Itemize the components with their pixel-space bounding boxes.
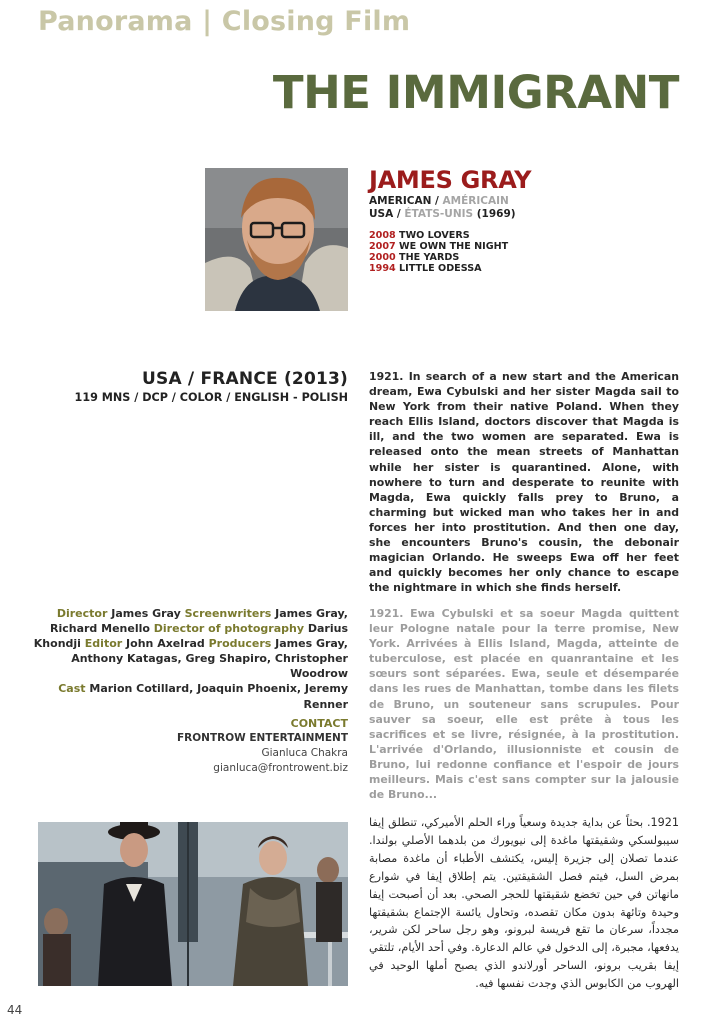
credit-names: Darius Khondji (33, 622, 348, 651)
contact-person: Gianluca Chakra (261, 747, 348, 759)
contact-block (177, 716, 348, 776)
credit-role: Screenwriters (184, 607, 272, 620)
nationality-fr: AMÉRICAIN (442, 195, 509, 207)
country-en: USA (369, 208, 394, 220)
film-title-entry: WE OWN THE NIGHT (399, 241, 509, 252)
nationality-en: AMERICAN (369, 195, 432, 207)
country-fr: ÉTATS-UNIS (404, 208, 474, 220)
contact-heading: CONTACT (290, 717, 348, 730)
film-title: THE IMMIGRANT (272, 66, 679, 119)
credit-role: Director (56, 607, 108, 620)
filmography-item (369, 252, 508, 263)
page-number: 44 (7, 1003, 23, 1017)
production-country-year: USA / FRANCE (2013) (142, 369, 348, 389)
credit-names: James Gray, Richard Menello (49, 607, 348, 636)
credit-role: Cast (58, 682, 86, 696)
credits-block (26, 606, 348, 712)
film-title-entry: THE YARDS (399, 252, 460, 263)
film-still (38, 822, 348, 986)
synopsis-english: 1921. In search of a new start and the American dream, Ewa Cybulski and her sister Magda sail to New York from their native Poland. When they reach Ellis Island, doctors discover that Magda is ill, and the two women are separated. Ewa is released onto the mean streets of Manhattan while her sister is quarantined. Alone, with nowhere to turn and desperate to reunite with Magda, Ewa quickly falls prey to Bruno, a charming but wicked man who takes her in and forces her into prostitution. And then one day, she encounters Bruno's cousin, the debonair magician Orlando. He sweeps Ewa off her feet and quickly becomes her only chance to escape the nightmare in which she finds herself. (369, 370, 679, 595)
film-title-entry: TWO LOVERS (399, 230, 470, 241)
credit-names: Marion Cotillard, Joaquin Phoenix, Jeremy Renner (89, 682, 348, 711)
contact-email[interactable]: gianluca@frontrowent.biz (213, 762, 348, 774)
filmography-item (369, 263, 508, 274)
synopsis-french: 1921. Ewa Cybulski et sa soeur Magda quittent leur Pologne natale pour la terre promise, New York. Arrivées à Ellis Island, Magda, atteinte de tuberculose, est placée en quanrantaine et les sœurs sont séparées. Ewa, seule et désemparée dans les rues de Manhattan, tombe dans les filets de Bruno, un souteneur sans scrupules. Pour sauver sa soeur, elle est prête à tous les sacrifices et se livre, résignée, à la prostitution. L'arrivée d'Orlando, illusionniste et cousin de Bruno, lui redonne confiance et l'espoir de jours meilleurs. Mais c'est sans compter sur la jalousie de Bruno... (369, 607, 679, 802)
country-separator: / (393, 208, 405, 220)
credit-role: Producers (208, 637, 272, 651)
film-year: 2008 (369, 230, 396, 241)
credit-names: James Gray (111, 607, 181, 620)
filmography (369, 230, 508, 274)
filmography-item (369, 241, 508, 252)
director-name: JAMES GRAY (369, 166, 532, 194)
synopsis-arabic: 1921. بحثاً عن بداية جديدة وسعياً وراء الحلم الأميركي، تنطلق إيفا سيبولسكي وشقيقتها ماغدة إلى نيويورك من بلدهما الأصلي بولندا. عندما تصلان إلى جزيرة إليس، يكتشف الأطباء أن ماغدة مصابة بمرض السل، فيتم فصل الشقيقتين. يتم إطلاق إيفا في شوارع مانهاتن في حين تخضع شقيقتها للحجر الصحي. بعد أن أصبحت إيفا وحيدة وتائهة بدون مكان تقصده، وتحاول يائسة الإجتماع بشقيقتها مجدداً، سرعان ما تقع فريسة لبرونو، وهو رجل ساحر لكن شرير، يدفعها، مجبرة، إلى الدخول في عالم الدعارة. وفي أحد الأيام، تلتقي إيفا بقريب برونو، الساحر أورلاندو الذي يصبح أملها الوحيد في الهروب من الكابوس الذي وجدت نفسها فيه. (369, 816, 679, 991)
director-country (369, 208, 516, 220)
technical-specs: 119 MNS / DCP / COLOR / ENGLISH - POLISH (74, 391, 348, 404)
film-year: 1994 (369, 263, 396, 274)
film-title-entry: LITTLE ODESSA (399, 263, 482, 274)
film-year: 2007 (369, 241, 396, 252)
birth-year: (1969) (476, 208, 516, 220)
section-header: Panorama | Closing Film (38, 6, 411, 37)
filmography-item (369, 230, 508, 241)
director-nationality (369, 195, 509, 207)
credit-role: Editor (84, 637, 123, 651)
credit-names: James Gray, Anthony Katagas, Greg Shapiro, Christopher Woodrow (71, 637, 348, 681)
credit-role: Director of photography (153, 622, 305, 636)
nationality-separator: / (431, 195, 443, 207)
director-portrait (205, 168, 348, 311)
credit-names: John Axelrad (126, 637, 205, 651)
contact-company: FRONTROW ENTERTAINMENT (176, 732, 348, 744)
film-year: 2000 (369, 252, 396, 263)
